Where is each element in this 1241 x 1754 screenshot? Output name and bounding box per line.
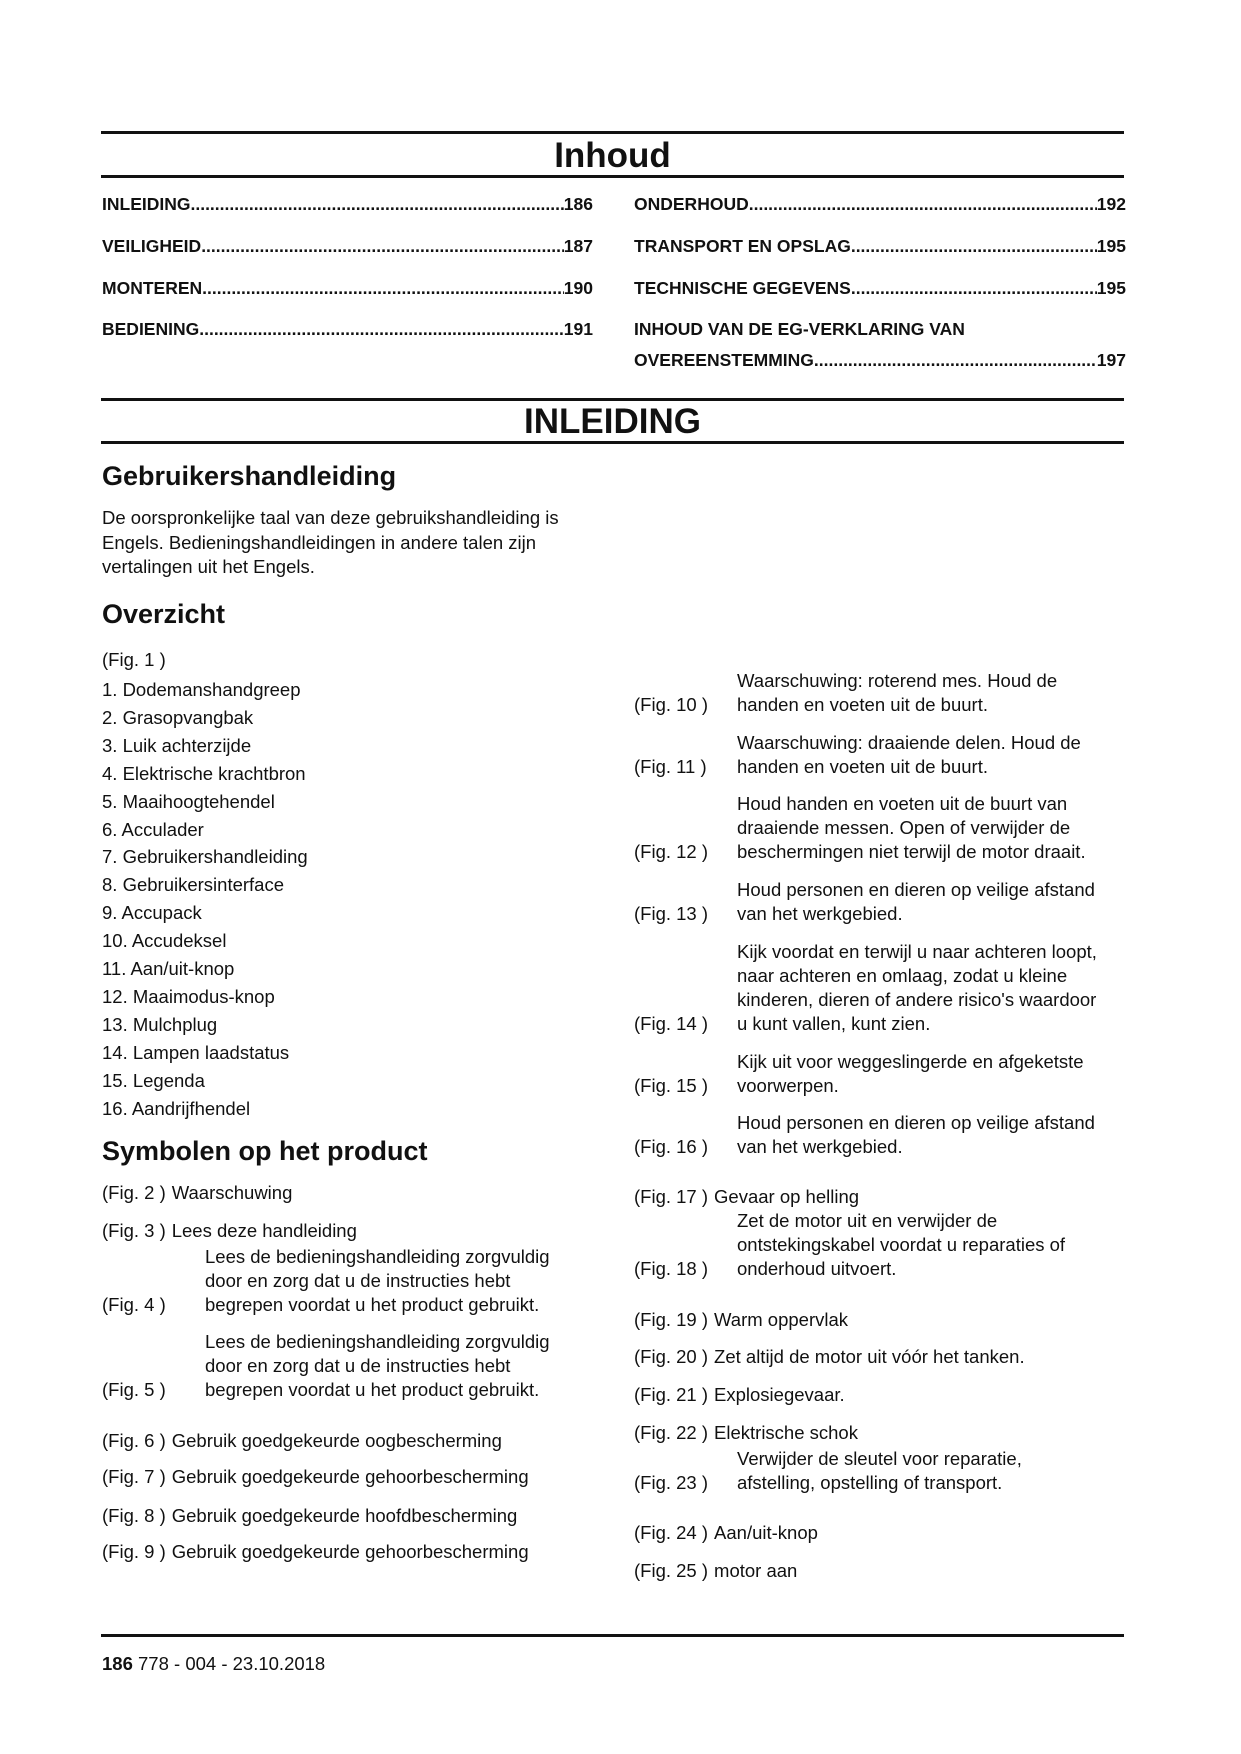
footer <box>102 1653 325 1675</box>
toc-entry-page: 195 <box>1096 236 1126 256</box>
toc-entry-label: OVEREENSTEMMING <box>634 350 814 370</box>
symbol-entry <box>102 1245 550 1317</box>
overview-fig-ref: (Fig. 1 ) <box>102 649 166 670</box>
description-line: begrepen voordat u het product gebruikt. <box>205 1379 540 1400</box>
description-line: Lees de bedieningshandleiding zorgvuldig <box>205 1331 550 1352</box>
figure-ref: (Fig. 9 ) <box>102 1541 166 1562</box>
symbol-description <box>737 878 1095 926</box>
description-line: Warm oppervlak <box>714 1309 849 1330</box>
symbol-description <box>737 1209 1065 1281</box>
symbol-entry <box>634 1185 859 1209</box>
description-line: Elektrische schok <box>714 1422 858 1443</box>
description-line: Gebruik goedgekeurde oogbescherming <box>171 1430 502 1451</box>
toc-entry[interactable] <box>102 318 593 340</box>
overview-heading: Overzicht <box>102 599 226 629</box>
symbol-entry <box>634 940 1097 1036</box>
symbol-description <box>714 1185 859 1209</box>
description-line: Zet de motor uit en verwijder de <box>737 1210 998 1231</box>
figure-ref: (Fig. 12 ) <box>634 841 709 862</box>
symbol-description <box>714 1559 797 1583</box>
symbol-entry <box>102 1429 502 1453</box>
paragraph-line: De oorspronkelijke taal van deze gebruikshandleiding is <box>102 507 559 528</box>
description-line: Lees de bedieningshandleiding zorgvuldig <box>205 1246 550 1267</box>
toc-entry-label: MONTEREN <box>102 278 203 298</box>
symbol-description <box>737 792 1086 864</box>
toc-leader-dots <box>199 318 564 340</box>
symbol-description <box>172 1429 502 1453</box>
description-line: Kijk uit voor weggeslingerde en afgeketste <box>737 1051 1084 1072</box>
symbol-entry <box>634 792 1086 864</box>
symbol-entry <box>102 1504 517 1528</box>
description-line: draaiende messen. Open of verwijder de <box>737 817 1071 838</box>
toc-entry-page: 191 <box>563 319 593 339</box>
footer-page-number: 186 <box>102 1653 133 1674</box>
figure-ref: (Fig. 6 ) <box>102 1430 166 1451</box>
rule-top <box>101 131 1124 134</box>
toc-leader-dots <box>201 235 564 257</box>
figure-ref: (Fig. 23 ) <box>634 1472 709 1493</box>
toc-entry-label: ONDERHOUD <box>634 194 749 214</box>
symbol-description <box>205 1330 550 1402</box>
toc-entry-label: BEDIENING <box>102 319 200 339</box>
symbol-description <box>737 1447 1022 1495</box>
toc-entry-label: VEILIGHEID <box>102 236 202 256</box>
symbol-description <box>172 1181 293 1205</box>
list-item: 10. Accudeksel <box>102 930 227 952</box>
figure-ref: (Fig. 3 ) <box>102 1220 166 1241</box>
symbol-entry <box>102 1540 529 1564</box>
section-title: INLEIDING <box>524 402 701 441</box>
symbol-entry <box>634 878 1095 926</box>
figure-ref: (Fig. 14 ) <box>634 1013 709 1034</box>
symbol-entry <box>634 1050 1084 1098</box>
description-line: Waarschuwing: draaiende delen. Houd de <box>737 732 1081 753</box>
description-line: Waarschuwing: roterend mes. Houd de <box>737 670 1058 691</box>
description-line: Kijk voordat en terwijl u naar achteren loopt, <box>737 941 1097 962</box>
description-line: handen en voeten uit de buurt. <box>737 694 988 715</box>
figure-ref: (Fig. 7 ) <box>102 1466 166 1487</box>
description-line: begrepen voordat u het product gebruikt. <box>205 1294 540 1315</box>
figure-ref: (Fig. 25 ) <box>634 1560 709 1581</box>
symbol-entry <box>634 1111 1095 1159</box>
symbol-entry <box>634 1521 818 1545</box>
symbol-description <box>714 1383 845 1407</box>
symbol-entry <box>634 1308 848 1332</box>
description-line: Houd personen en dieren op veilige afstand <box>737 1112 1095 1133</box>
description-line: naar achteren en omlaag, zodat u kleine <box>737 965 1068 986</box>
symbol-description <box>714 1421 858 1445</box>
list-item: 16. Aandrijfhendel <box>102 1097 251 1119</box>
description-line: ontstekingskabel voordat u reparaties of <box>737 1234 1066 1255</box>
list-item: 3. Luik achterzijde <box>102 734 252 756</box>
symbol-description <box>737 731 1081 779</box>
footer-doc-info: 778 - 004 - 23.10.2018 <box>138 1653 326 1674</box>
description-line: Gebruik goedgekeurde gehoorbescherming <box>171 1466 529 1487</box>
figure-ref: (Fig. 5 ) <box>102 1379 166 1400</box>
description-line: onderhoud uitvoert. <box>737 1258 897 1279</box>
toc-leader-dots <box>202 277 564 299</box>
list-item: 2. Grasopvangbak <box>102 706 254 728</box>
description-line: door en zorg dat u de instructies hebt <box>205 1270 511 1291</box>
description-line: Gevaar op helling <box>714 1186 860 1207</box>
symbol-entry <box>634 1421 858 1445</box>
list-item: 4. Elektrische krachtbron <box>102 762 306 784</box>
list-item: 9. Accupack <box>102 902 202 924</box>
symbol-entry <box>634 1209 1065 1281</box>
description-line: Aan/uit-knop <box>714 1522 818 1543</box>
figure-ref: (Fig. 22 ) <box>634 1422 709 1443</box>
toc-entry[interactable] <box>634 193 1126 215</box>
toc-entry-label: INLEIDING <box>102 194 191 214</box>
symbol-description <box>172 1465 529 1489</box>
toc-entry-page: 186 <box>563 194 593 214</box>
toc-entry-page: 192 <box>1096 194 1126 214</box>
symbol-entry <box>102 1330 550 1402</box>
figure-ref: (Fig. 16 ) <box>634 1136 709 1157</box>
description-line: van het werkgebied. <box>737 903 903 924</box>
list-item: 14. Lampen laadstatus <box>102 1041 290 1063</box>
symbol-description <box>714 1308 848 1332</box>
toc-entry-label: TRANSPORT EN OPSLAG <box>634 236 851 256</box>
symbol-entry <box>634 731 1081 779</box>
toc-title: Inhoud <box>554 136 671 175</box>
list-item: 1. Dodemanshandgreep <box>102 679 301 700</box>
description-line: Houd handen en voeten uit de buurt van <box>737 793 1068 814</box>
symbol-description <box>737 940 1097 1036</box>
description-line: beschermingen niet terwijl de motor draait. <box>737 841 1086 862</box>
symbol-description <box>737 1111 1095 1159</box>
figure-ref: (Fig. 2 ) <box>102 1182 166 1203</box>
symbols-heading: Symbolen op het product <box>102 1136 428 1166</box>
description-line: Houd personen en dieren op veilige afstand <box>737 879 1095 900</box>
description-line: Lees deze handleiding <box>171 1220 357 1241</box>
symbol-entry <box>102 1219 357 1243</box>
symbol-description <box>205 1245 550 1317</box>
list-item: 13. Mulchplug <box>102 1013 218 1035</box>
toc-entry[interactable] <box>102 193 593 215</box>
description-line: van het werkgebied. <box>737 1136 903 1157</box>
toc-leader-dots <box>749 193 1097 215</box>
toc-leader-dots <box>814 349 1097 371</box>
description-line: kinderen, dieren of andere risico's waardoor <box>737 989 1097 1010</box>
figure-ref: (Fig. 11 ) <box>634 756 707 777</box>
symbol-description <box>172 1504 518 1528</box>
paragraph-line: vertalingen uit het Engels. <box>102 556 315 577</box>
toc-entry-page: 190 <box>563 278 593 298</box>
figure-ref: (Fig. 19 ) <box>634 1309 709 1330</box>
symbol-entry <box>634 1345 1025 1369</box>
toc-leader-dots <box>851 235 1097 257</box>
toc-leader-dots <box>190 193 563 215</box>
symbol-description <box>737 1050 1084 1098</box>
symbol-entry <box>102 1465 529 1489</box>
symbol-description <box>714 1345 1025 1369</box>
figure-ref: (Fig. 21 ) <box>634 1384 709 1405</box>
rule <box>101 175 1124 178</box>
description-line: Zet altijd de motor uit vóór het tanken. <box>714 1346 1025 1367</box>
symbol-description <box>172 1219 357 1243</box>
rule <box>101 441 1124 444</box>
toc-entry[interactable] <box>102 235 593 257</box>
paragraph-line: Engels. Bedieningshandleidingen in andere talen zijn <box>102 531 537 553</box>
description-line: door en zorg dat u de instructies hebt <box>205 1355 511 1376</box>
description-line: u kunt vallen, kunt zien. <box>737 1013 931 1034</box>
list-item: 11. Aan/uit-knop <box>102 958 235 979</box>
rule <box>101 398 1124 401</box>
description-line: Explosiegevaar. <box>714 1384 845 1405</box>
figure-ref: (Fig. 15 ) <box>634 1075 709 1096</box>
manual-heading: Gebruikershandleiding <box>102 461 397 491</box>
figure-ref: (Fig. 4 ) <box>102 1294 166 1315</box>
symbol-entry <box>634 669 1057 717</box>
list-item: 8. Gebruikersinterface <box>102 874 285 896</box>
symbol-entry <box>634 1383 845 1407</box>
description-line: Waarschuwing <box>171 1182 293 1203</box>
figure-ref: (Fig. 13 ) <box>634 903 709 924</box>
figure-ref: (Fig. 8 ) <box>102 1505 166 1526</box>
toc-entry[interactable] <box>634 349 1126 371</box>
symbol-description <box>714 1521 818 1545</box>
toc-entry[interactable] <box>634 277 1126 299</box>
description-line: motor aan <box>714 1560 798 1581</box>
list-item: 6. Acculader <box>102 818 204 840</box>
figure-ref: (Fig. 17 ) <box>634 1186 709 1207</box>
toc-entry[interactable] <box>102 277 593 299</box>
description-line: handen en voeten uit de buurt. <box>737 756 988 777</box>
figure-ref: (Fig. 18 ) <box>634 1258 709 1279</box>
toc-entry-label: TECHNISCHE GEGEVENS <box>634 278 851 298</box>
list-item: 15. Legenda <box>102 1069 205 1091</box>
list-item: 5. Maaihoogtehendel <box>102 790 275 812</box>
figure-ref: (Fig. 10 ) <box>634 694 709 715</box>
figure-ref: (Fig. 24 ) <box>634 1522 709 1543</box>
list-item: 12. Maaimodus-knop <box>102 985 275 1007</box>
description-line: afstelling, opstelling of transport. <box>737 1472 1003 1493</box>
description-line: Gebruik goedgekeurde hoofdbescherming <box>171 1505 518 1526</box>
description-line: voorwerpen. <box>737 1075 839 1096</box>
symbol-entry <box>634 1559 797 1583</box>
description-line: Gebruik goedgekeurde gehoorbescherming <box>171 1541 529 1562</box>
toc-entry-page: 197 <box>1096 350 1126 370</box>
symbol-entry <box>634 1447 1022 1495</box>
symbol-description <box>172 1540 529 1564</box>
description-line: Verwijder de sleutel voor reparatie, <box>737 1448 1022 1469</box>
list-item: 7. Gebruikershandleiding <box>102 846 308 868</box>
symbol-entry <box>102 1181 292 1205</box>
symbol-description <box>737 669 1057 717</box>
toc-entry[interactable] <box>634 235 1126 257</box>
toc-entry-page: 187 <box>563 236 593 256</box>
toc-entry-label-line: INHOUD VAN DE EG-VERKLARING VAN <box>634 319 965 339</box>
rule-footer <box>101 1634 1124 1637</box>
figure-ref: (Fig. 20 ) <box>634 1346 709 1367</box>
toc-entry-page: 195 <box>1096 278 1126 298</box>
toc-leader-dots <box>851 277 1097 299</box>
